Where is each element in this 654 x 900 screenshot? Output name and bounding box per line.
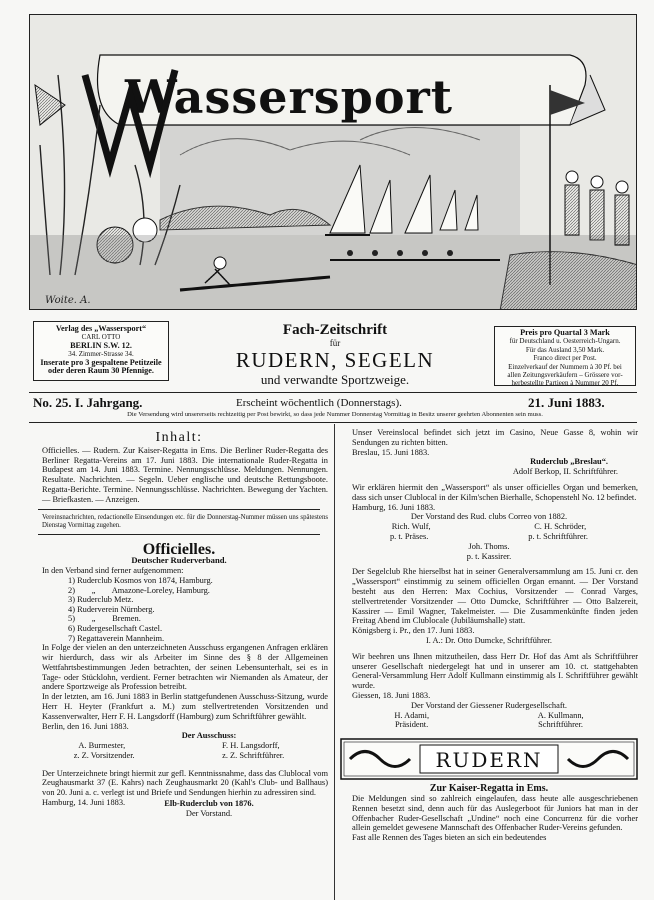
paragraph: Der Segelclub Rhe hierselbst hat in seiner Generalversammlung am 15. Juni cr. den „Wassersport“ einstimmig zu seinem officiellen Organ ernannt. — Der Vorstand besteht aus den Herren: Max Cochius, Vorsitzender — Conrad Varges, stellvertretender Vorsitzender — Otto Dumcke, Schriftführer — Otto Balzereit, Kassirer — Emil Wagner, Takelmeister. — Die Zusammenkünfte finden jeden Freitag Abend im Clublocale (Jubiläumshalle) statt. xyxy=(352,567,638,626)
paragraph: Die Meldungen sind so zahlreich eingelaufen, dass heute alle ausgeschriebenen Rennen besetzt sind, denn auch für das Auslegerboot für Juniors hat man in der Offenbacher Ruder-Gesellschaft „Undine“ noch eine Concurrenz für die vorher allein gemeldet gewesene Mannschaft des Offenbacher Ruder-Vereins gefunden. xyxy=(352,793,638,833)
club-name: Der Vorstand der Giessener Rudergesellschaft. xyxy=(410,700,568,710)
price-line7: herbestellte Partieen à Nummer 20 Pf. xyxy=(511,379,619,388)
publisher-line4: 34. Zimmer-Strasse 34. xyxy=(68,350,134,359)
publication-subtitle xyxy=(170,322,500,387)
masthead-title: Wassersport xyxy=(125,70,453,124)
list-item: 5) „ Bremen. xyxy=(68,614,141,624)
signature: I. A.: Dr. Otto Dumcke, Schriftführer. xyxy=(425,635,553,645)
publisher-line6: oder deren Raum 30 Pfennige. xyxy=(48,366,154,376)
signature: Joh. Thoms. xyxy=(468,541,510,551)
publisher-line3: BERLIN S.W. 12. xyxy=(70,340,132,350)
price-line5: Einzelverkauf der Nummern à 30 Pf. bei xyxy=(508,362,622,371)
issue-date: 21. Juni 1883. xyxy=(528,395,605,410)
signature: C. H. Schröder, xyxy=(534,522,587,532)
subtitle-line3: RUDERN, SEGELN xyxy=(235,348,435,372)
signature-title: p. t. Kassirer. xyxy=(466,551,512,561)
price-line3: Für das Ausland 3,50 Mark. xyxy=(525,345,605,354)
signature-row xyxy=(340,711,638,721)
paragraph: Wir erklären hiermit den „Wassersport“ als unser officielles Organ und bemerken, dass sich unser Clublocal in der Kilm'schen Bierhalle, Schopenstehl No. 12 befindet. xyxy=(352,482,638,502)
signature: A. Burmester, xyxy=(78,741,126,751)
ausschuss-heading: Der Ausschuss: xyxy=(181,731,237,741)
club-name: Der Vorstand des Rud. clubs Correo von 1882. xyxy=(410,512,568,522)
signature: Adolf Berkop, II. Schriftführer. xyxy=(512,467,618,477)
price-line2: für Deutschland u. Oesterreich-Ungarn. xyxy=(509,337,621,346)
rudern-banner-ornament xyxy=(340,738,638,780)
list-item: 4) Ruderverein Nürnberg. xyxy=(68,604,155,614)
signature: Rich. Wulf, xyxy=(391,522,431,532)
price-line4: Franco direct per Post. xyxy=(533,354,597,363)
signature-title: z. Z. Vorsitzender. xyxy=(73,750,135,760)
inhalt-text: Officielles. — Rudern. Zur Kaiser-Regatta in Ems. Die Berliner Ruder-Regatta des Berliner Regatta-Vereins am 17. Juni 1883. Die internationale Ruder-Regatta in Budapest am 14. Juni 1883. Termine. Nennungsschlüsse. Meldungen. Nennungen. Resultate. Nachrichten. — Segeln. Ueber englische und deutsche Rettungsboote. Regatta-Berichte. Termine. Nennungsschlüsse. Nachrichten. Bewegung der Yachten. — Briefkasten. — Anzeigen. xyxy=(42,445,328,504)
signature: A. Kullmann, xyxy=(537,710,584,720)
signature-title: z. Z. Schriftführer. xyxy=(222,750,285,760)
signature-row xyxy=(340,720,638,730)
publisher-line1: Verlag des „Wassersport“ xyxy=(55,324,147,333)
price-line1: Preis pro Quartal 3 Mark xyxy=(520,328,610,337)
list-item: 2) „ Amazone-Loreley, Hamburg. xyxy=(68,585,210,595)
list-item: 1) Ruderclub Kosmos von 1874, Hamburg. xyxy=(68,575,213,585)
signature-row xyxy=(30,751,328,761)
signature: F. H. Langsdorff, xyxy=(222,741,280,751)
signature-title: Präsident. xyxy=(394,720,429,730)
place-date: Giessen, 18. Juni 1883. xyxy=(352,690,431,700)
aufgenommen-text: In den Verband sind ferner aufgenommen: xyxy=(42,566,184,576)
issue-rule-top xyxy=(29,392,637,393)
club-name: Ruderclub „Breslau“. xyxy=(530,457,608,467)
paragraph: Unser Vereinslocal befindet sich jetzt im Casino, Neue Gasse 8, wohin wir Sendungen zu richten bitten. xyxy=(352,428,638,447)
vereins-note: Vereinsnachrichten, redactionelle Einsendungen etc. für die Donnerstag-Nummer müssen uns spätestens Dienstag Vormittag zugehen. xyxy=(42,513,328,529)
signature-title: p. t. Schriftführer. xyxy=(528,531,589,541)
signature-title: p. t. Präses. xyxy=(389,531,429,541)
club-name: Elb-Ruderclub von 1876. xyxy=(164,798,254,808)
inhalt-heading: Inhalt: xyxy=(155,430,203,445)
list-item: 7) Regattaverein Mannheim. xyxy=(68,633,165,643)
paragraph: In der letzten, am 16. Juni 1883 in Berlin stattgefundenen Ausschuss-Sitzung, wurde Herr H. Heyter (Frankfurt a. M.) zum stellvertretenden Vorsitzenden und Kassenverwalter, Herr F. H. Langsdorff (Hamburg) zum Schriftführer gewählt. xyxy=(42,692,328,721)
publisher-line2: CARL OTTO xyxy=(81,333,121,342)
officielles-heading: Officielles. xyxy=(142,540,216,558)
rudern-banner xyxy=(340,738,638,780)
price-box xyxy=(494,326,636,386)
club-signoff: Der Vorstand. xyxy=(185,808,233,818)
list-item: 6) Rudergesellschaft Castel. xyxy=(68,623,163,633)
place-date: Breslau, 15. Juni 1883. xyxy=(352,447,430,457)
signature-title: Schriftführer. xyxy=(538,720,584,730)
issue-number: No. 25. I. Jahrgang. xyxy=(33,395,143,410)
place-date: Hamburg, 14. Juni 1883. xyxy=(42,798,126,808)
list-item: 3) Ruderclub Metz. xyxy=(68,595,134,605)
ruderverband-heading: Deutscher Ruderverband. xyxy=(131,555,227,566)
artist-signature: Woite. A. xyxy=(45,295,91,306)
subtitle-line1: Fach-Zeitschrift xyxy=(282,322,388,338)
issue-frequency: Erscheint wöchentlich (Donnerstags). xyxy=(236,397,402,409)
subtitle-line2: für xyxy=(329,338,341,348)
price-line6: allen Zeitungsverkäufern – Grössere vor- xyxy=(507,371,623,380)
signature-row xyxy=(340,522,638,532)
right-column xyxy=(340,428,638,843)
place-date: Berlin, den 16. Juni 1883. xyxy=(42,721,129,731)
place-date: Königsberg i. Pr., den 17. Juni 1883. xyxy=(352,626,475,636)
publisher-box xyxy=(33,321,169,381)
delivery-notice: Die Versendung wird unsererseits rechtzeitig per Post bewirkt, so dass jede Nummer Donnerstag Vormittag in Besitz unserer geehrten Abonnenten sein muss. xyxy=(127,411,543,418)
masthead-illustration xyxy=(30,15,637,310)
publisher-line5: Inserate pro 3 gespaltene Petitzeile xyxy=(40,357,162,367)
column-divider xyxy=(334,424,335,900)
paragraph: Fast alle Rennen des Tages bieten an sich ein bedeutendes xyxy=(352,833,547,843)
paragraph: Wir beehren uns Ihnen mitzutheilen, dass Herr Dr. Hof das Amt als Schriftführer unserer Gesellschaft niedergelegt hat und in unserer am 10. ct. stattgehabten General-Versammlung Herr Adolf Kullmann einstimmig als I. Schriftführer gewählt wurde. xyxy=(352,651,638,691)
kaiser-regatta-heading: Zur Kaiser-Regatta in Ems. xyxy=(429,783,549,795)
member-list xyxy=(30,576,328,643)
rudern-banner-title: RUDERN xyxy=(435,748,543,773)
separator xyxy=(38,509,320,510)
signature: H. Adami, xyxy=(394,710,430,720)
separator xyxy=(38,534,320,535)
signature-row xyxy=(30,741,328,751)
paragraph: In Folge der vielen an den unterzeichneten Ausschuss ergangenen Anfragen erklären wir hierdurch, dass wir als Arbeiter im Sinne des § 8 der Allgemeinen Wettfahrtsbestimmungen Jeden betrachten, der seinen Lebensunterhalt, sei es in Tage- oder Stücklohn, verdient. Ferner betrachten wir Niemanden als Amateur, der andere Sportzweige als Profession betreibt. xyxy=(42,643,328,692)
paragraph: Der Unterzeichnete bringt hiermit zur gefl. Kenntnissnahme, dass das Clublocal vom Zeughausmarkt 37 (E. Kahrs) nach Zeughausmarkt 20 (Kahl's Club- und Ballhaus) von 20. Juni a. c. verlegt ist und Briefe und Sendungen hierhin zu adressiren sind. xyxy=(42,768,328,798)
signature-row xyxy=(340,532,638,542)
subtitle-line4: und verwandte Sportzweige. xyxy=(260,372,410,387)
masthead-engraving xyxy=(29,14,637,310)
issue-rule-bottom xyxy=(29,422,637,423)
left-column xyxy=(30,428,328,818)
place-date: Hamburg, 16. Juni 1883. xyxy=(352,502,436,512)
